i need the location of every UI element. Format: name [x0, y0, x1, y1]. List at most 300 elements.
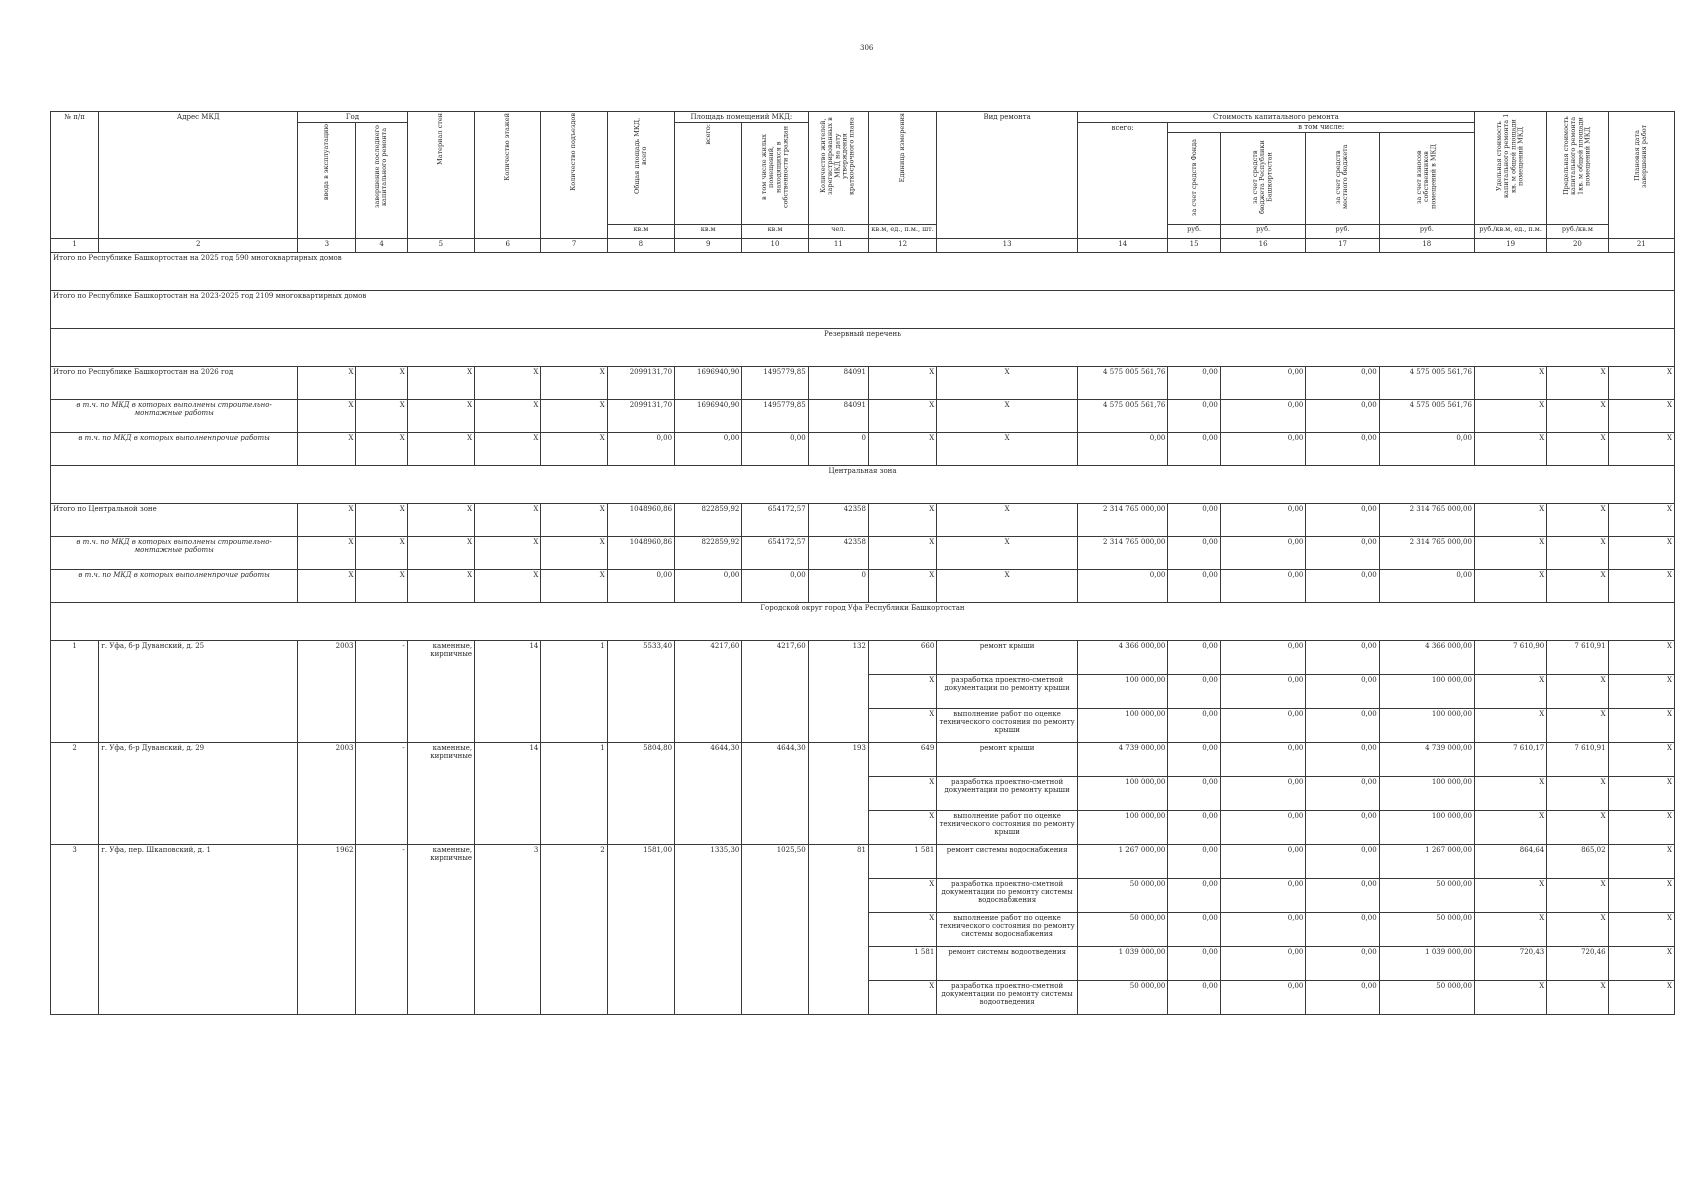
max-cost: X — [1547, 878, 1608, 912]
cost-owners: 50 000,00 — [1436, 913, 1472, 922]
cost-republic: 0,00 — [1220, 537, 1306, 569]
x-mark: X — [1547, 536, 1608, 569]
cost-local: 0,00 — [1306, 641, 1379, 674]
cost-republic: 0,00 — [1220, 504, 1306, 536]
total-area: 5804,80 — [607, 742, 674, 844]
cost-owners: 100 000,00 — [1431, 777, 1472, 786]
building-work-row — [51, 742, 1675, 776]
x-mark: X — [1547, 399, 1608, 432]
x-mark: X — [1547, 503, 1608, 536]
residents: 0 — [808, 569, 868, 602]
x-mark: X — [475, 569, 541, 602]
building-no: 2 — [51, 742, 99, 844]
header-max-cost: Предельная стоимость капитального ремонта 1кв. м общей площади помещений МКД — [1547, 112, 1608, 225]
total-row — [51, 536, 1675, 569]
max-cost: X — [1547, 776, 1608, 810]
repair-type: разработка проектно-сметной документации по ремонту крыши — [937, 674, 1078, 708]
total-row — [51, 366, 1675, 399]
cost-fund: 0,00 — [1168, 981, 1220, 1014]
cost-fund: 0,00 — [1168, 570, 1220, 602]
capital-repair-table — [50, 111, 1675, 1015]
cost-owners: 2 314 765 000,00 — [1409, 537, 1472, 546]
floors: 14 — [475, 742, 541, 844]
area-all: 822859,92 — [675, 503, 742, 536]
cost-breakdown — [1168, 980, 1475, 1014]
header-republic-budget: за счет средств бюджета Республики Башкортостан — [1220, 133, 1306, 223]
x-mark: X — [356, 569, 407, 602]
cost-owners: 0,00 — [1456, 433, 1472, 442]
cost-owners: 4 575 005 561,76 — [1409, 367, 1472, 376]
total-area: 2099131,70 — [607, 399, 674, 432]
year-commission: 2003 — [298, 640, 356, 742]
building-no: 3 — [51, 844, 99, 1014]
x-mark: X — [541, 399, 607, 432]
repair-type: выполнение работ по оценке технического состояния по ремонту крыши — [937, 810, 1078, 844]
work-unit: X — [868, 980, 936, 1014]
cost-republic: 0,00 — [1220, 947, 1306, 980]
table-body — [51, 238, 1675, 1014]
cost-republic: 0,00 — [1220, 570, 1306, 602]
x-mark: X — [868, 569, 936, 602]
cost-local: 0,00 — [1306, 400, 1379, 432]
cost-owners: 0,00 — [1456, 570, 1472, 579]
cost-owners: 4 366 000,00 — [1425, 641, 1472, 650]
x-mark: X — [298, 399, 356, 432]
header-no: № п/п — [51, 112, 99, 239]
cost-fund: 0,00 — [1168, 641, 1220, 674]
total-label: в т.ч. по МКД в которых выполненпрочие работы — [51, 569, 298, 602]
cost-breakdown — [1168, 503, 1475, 536]
cost-owners: 2 314 765 000,00 — [1409, 504, 1472, 513]
repair-type: разработка проектно-сметной документации по ремонту системы водоснабжения — [937, 878, 1078, 912]
total-label: в т.ч. по МКД в которых выполненпрочие работы — [51, 432, 298, 465]
x-mark: X — [937, 569, 1078, 602]
x-mark: X — [298, 503, 356, 536]
header-wall-material: Материал стен — [407, 112, 474, 239]
header-entrances: Количество подъездов — [541, 112, 607, 239]
planned-date: X — [1608, 810, 1674, 844]
max-cost: X — [1547, 674, 1608, 708]
specific-cost: 7 610,90 — [1474, 640, 1546, 674]
cost-total: 4 575 005 561,76 — [1077, 366, 1167, 399]
section-title: Центральная зона — [51, 465, 1675, 503]
area-residential: 1495779,85 — [742, 366, 808, 399]
total-label: Итого по Республике Башкортостан на 2026 год — [51, 366, 298, 399]
header-cost-total: всего: — [1077, 123, 1167, 238]
work-unit: X — [868, 912, 936, 946]
planned-date: X — [1608, 946, 1674, 980]
cost-breakdown — [1168, 708, 1475, 742]
planned-date: X — [1608, 640, 1674, 674]
x-mark: X — [868, 432, 936, 465]
cost-fund: 0,00 — [1168, 913, 1220, 946]
column-number: 2 — [99, 238, 298, 252]
x-mark: X — [541, 432, 607, 465]
cost-total: 4 739 000,00 — [1077, 742, 1167, 776]
x-mark: X — [475, 399, 541, 432]
section-total-2023-2025 — [51, 290, 1675, 328]
x-mark: X — [1474, 366, 1546, 399]
x-mark: X — [407, 399, 474, 432]
section-title: Итого по Республике Башкортостан на 2025 год 590 многоквартирных домов — [51, 252, 1675, 290]
total-area: 1048960,86 — [607, 536, 674, 569]
x-mark: X — [1608, 503, 1674, 536]
cost-local: 0,00 — [1306, 947, 1379, 980]
header-year-commission: ввода в эксплуатацию — [298, 123, 356, 238]
cost-republic: 0,00 — [1220, 981, 1306, 1014]
cost-fund: 0,00 — [1168, 845, 1220, 878]
cost-owners: 1 039 000,00 — [1425, 947, 1472, 956]
cost-local: 0,00 — [1306, 777, 1379, 810]
planned-date: X — [1608, 878, 1674, 912]
section-total-2025 — [51, 252, 1675, 290]
x-mark: X — [1474, 569, 1546, 602]
column-number: 16 — [1220, 239, 1306, 252]
max-cost: 7 610,91 — [1547, 640, 1608, 674]
wall-material: каменные, кирпичные — [407, 844, 474, 1014]
x-mark: X — [1608, 569, 1674, 602]
total-row — [51, 503, 1675, 536]
x-mark: X — [541, 569, 607, 602]
column-numbers-row — [51, 238, 1675, 252]
cost-fund: 0,00 — [1168, 504, 1220, 536]
x-mark: X — [298, 432, 356, 465]
specific-cost: 864,64 — [1474, 844, 1546, 878]
planned-date: X — [1608, 844, 1674, 878]
x-mark: X — [541, 503, 607, 536]
specific-cost: X — [1474, 878, 1546, 912]
cost-local: 0,00 — [1306, 537, 1379, 569]
x-mark: X — [1608, 432, 1674, 465]
x-mark: X — [1547, 569, 1608, 602]
cost-total: 4 575 005 561,76 — [1077, 399, 1167, 432]
cost-local: 0,00 — [1306, 811, 1379, 844]
cost-total: 0,00 — [1077, 432, 1167, 465]
column-number: 5 — [407, 238, 474, 252]
work-unit: 1 581 — [868, 946, 936, 980]
total-row — [51, 569, 1675, 602]
cost-total: 4 366 000,00 — [1077, 640, 1167, 674]
column-number: 3 — [298, 238, 356, 252]
total-label: в т.ч. по МКД в которых выполнены строительно-монтажные работы — [51, 399, 298, 432]
specific-cost: X — [1474, 810, 1546, 844]
area-all: 1335,30 — [675, 844, 742, 1014]
max-cost: X — [1547, 810, 1608, 844]
specific-cost: X — [1474, 708, 1546, 742]
entrances: 1 — [541, 742, 607, 844]
x-mark: X — [475, 503, 541, 536]
area-residential: 0,00 — [742, 569, 808, 602]
x-mark: X — [1608, 366, 1674, 399]
area-residential: 1495779,85 — [742, 399, 808, 432]
area-residential: 4217,60 — [742, 640, 808, 742]
cost-breakdown — [1168, 810, 1475, 844]
max-cost: 720,46 — [1547, 946, 1608, 980]
x-mark: X — [937, 432, 1078, 465]
cost-total: 2 314 765 000,00 — [1077, 536, 1167, 569]
year-last-repair: - — [356, 844, 407, 1014]
planned-date: X — [1608, 776, 1674, 810]
planned-date: X — [1608, 708, 1674, 742]
area-all: 822859,92 — [675, 536, 742, 569]
x-mark: X — [356, 366, 407, 399]
column-number: 8 — [607, 238, 674, 252]
specific-cost: X — [1474, 912, 1546, 946]
residents: 42358 — [808, 503, 868, 536]
section-reserve — [51, 328, 1675, 366]
cost-total: 100 000,00 — [1077, 776, 1167, 810]
cost-total: 100 000,00 — [1077, 810, 1167, 844]
cost-breakdown — [1168, 366, 1475, 399]
building-address: г. Уфа, б-р Дуванский, д. 29 — [99, 742, 298, 844]
x-mark: X — [475, 432, 541, 465]
cost-fund: 0,00 — [1168, 367, 1220, 399]
cost-breakdown — [1168, 674, 1475, 708]
x-mark: X — [1474, 432, 1546, 465]
column-number: 11 — [808, 238, 868, 252]
residents: 81 — [808, 844, 868, 1014]
cost-total: 1 039 000,00 — [1077, 946, 1167, 980]
residents: 0 — [808, 432, 868, 465]
entrances: 2 — [541, 844, 607, 1014]
cost-breakdown — [1168, 742, 1475, 776]
planned-date: X — [1608, 742, 1674, 776]
cost-total: 100 000,00 — [1077, 674, 1167, 708]
x-mark: X — [1474, 536, 1546, 569]
cost-republic: 0,00 — [1220, 675, 1306, 708]
cost-republic: 0,00 — [1220, 400, 1306, 432]
cost-total: 100 000,00 — [1077, 708, 1167, 742]
wall-material: каменные, кирпичные — [407, 640, 474, 742]
column-number: 9 — [675, 238, 742, 252]
cost-local: 0,00 — [1306, 845, 1379, 878]
entrances: 1 — [541, 640, 607, 742]
total-area: 2099131,70 — [607, 366, 674, 399]
total-area: 0,00 — [607, 569, 674, 602]
total-area: 1581,00 — [607, 844, 674, 1014]
work-unit: X — [868, 674, 936, 708]
column-number: 14 — [1077, 238, 1167, 252]
repair-type: разработка проектно-сметной документации по ремонту крыши — [937, 776, 1078, 810]
cost-republic: 0,00 — [1220, 743, 1306, 776]
column-number: 20 — [1547, 238, 1608, 252]
cost-owners: 100 000,00 — [1431, 709, 1472, 718]
repair-type: ремонт системы водоотведения — [937, 946, 1078, 980]
section-title: Итого по Республике Башкортостан на 2023-2025 год 2109 многоквартирных домов — [51, 290, 1675, 328]
header-total-area: Общая площадь МКД, всего — [607, 112, 674, 225]
area-residential: 1025,50 — [742, 844, 808, 1014]
area-all: 0,00 — [675, 569, 742, 602]
column-number: 7 — [541, 238, 607, 252]
building-work-row — [51, 844, 1675, 878]
specific-cost: 720,43 — [1474, 946, 1546, 980]
column-number: 12 — [868, 238, 936, 252]
cost-republic: 0,00 — [1220, 367, 1306, 399]
area-all: 4217,60 — [675, 640, 742, 742]
header-premises-area-group: Площадь помещений МКД: — [675, 112, 809, 123]
x-mark: X — [407, 536, 474, 569]
cost-fund: 0,00 — [1168, 743, 1220, 776]
x-mark: X — [407, 503, 474, 536]
specific-cost: X — [1474, 980, 1546, 1014]
cost-local: 0,00 — [1306, 709, 1379, 742]
cost-republic: 0,00 — [1220, 709, 1306, 742]
cost-fund: 0,00 — [1168, 811, 1220, 844]
x-mark: X — [356, 432, 407, 465]
cost-local: 0,00 — [1306, 433, 1379, 465]
cost-fund: 0,00 — [1168, 777, 1220, 810]
x-mark: X — [937, 503, 1078, 536]
cost-local: 0,00 — [1306, 367, 1379, 399]
table-header — [51, 112, 1675, 239]
cost-total: 2 314 765 000,00 — [1077, 503, 1167, 536]
x-mark: X — [298, 569, 356, 602]
area-all: 0,00 — [675, 432, 742, 465]
x-mark: X — [1547, 432, 1608, 465]
x-mark: X — [868, 399, 936, 432]
cost-local: 0,00 — [1306, 981, 1379, 1014]
total-area: 1048960,86 — [607, 503, 674, 536]
page-number: 306 — [860, 44, 874, 52]
cost-fund: 0,00 — [1168, 433, 1220, 465]
planned-date: X — [1608, 674, 1674, 708]
year-last-repair: - — [356, 640, 407, 742]
x-mark: X — [1608, 536, 1674, 569]
x-mark: X — [475, 536, 541, 569]
total-area: 0,00 — [607, 432, 674, 465]
cost-breakdown — [1168, 432, 1475, 465]
cost-breakdown — [1168, 844, 1475, 878]
cost-breakdown — [1168, 912, 1475, 946]
year-commission: 2003 — [298, 742, 356, 844]
work-unit: 649 — [868, 742, 936, 776]
cost-owners: 4 739 000,00 — [1425, 743, 1472, 752]
planned-date: X — [1608, 912, 1674, 946]
header-owners: за счет взносов собственников помещений в МКД — [1415, 144, 1438, 210]
section-central-zone — [51, 465, 1675, 503]
x-mark: X — [1474, 503, 1546, 536]
column-number: 15 — [1168, 239, 1220, 252]
cost-fund: 0,00 — [1168, 537, 1220, 569]
cost-local: 0,00 — [1306, 913, 1379, 946]
cost-fund: 0,00 — [1168, 709, 1220, 742]
total-row — [51, 399, 1675, 432]
total-area: 5533,40 — [607, 640, 674, 742]
cost-breakdown — [1168, 640, 1475, 674]
cost-owners: 50 000,00 — [1436, 981, 1472, 990]
header-including-group: в том числе: за счет средств Фонда за счет средств бюджета Республики Башкортостан за счет средств местного бюджета за счет взносов собственников помещений в МКД — [1168, 123, 1475, 224]
cost-fund: 0,00 — [1168, 400, 1220, 432]
cost-local: 0,00 — [1306, 504, 1379, 536]
cost-owners: 100 000,00 — [1431, 811, 1472, 820]
cost-total: 50 000,00 — [1077, 980, 1167, 1014]
cost-republic: 0,00 — [1220, 641, 1306, 674]
cost-owners: 1 267 000,00 — [1425, 845, 1472, 854]
work-unit: X — [868, 776, 936, 810]
x-mark: X — [937, 536, 1078, 569]
area-residential: 654172,57 — [742, 503, 808, 536]
area-all: 1696940,90 — [675, 399, 742, 432]
header-residents: Количество жителей, зарегистрированных в МКД на дату утверждения краткосрочного плана — [808, 112, 868, 225]
x-mark: X — [541, 536, 607, 569]
header-area-residential: в том числе жилых помещений, находящихся в собственности граждан — [742, 123, 808, 224]
cost-fund: 0,00 — [1168, 947, 1220, 980]
cost-breakdown — [1168, 536, 1475, 569]
building-address: г. Уфа, пер. Шкаповский, д. 1 — [99, 844, 298, 1014]
cost-republic: 0,00 — [1220, 879, 1306, 912]
cost-total: 50 000,00 — [1077, 878, 1167, 912]
header-fund: за счет средств Фонда — [1168, 133, 1220, 223]
total-label: в т.ч. по МКД в которых выполнены строительно-монтажные работы — [51, 536, 298, 569]
cost-breakdown — [1168, 776, 1475, 810]
section-title: Резервный перечень — [51, 328, 1675, 366]
repair-type: ремонт системы водоснабжения — [937, 844, 1078, 878]
cost-local: 0,00 — [1306, 675, 1379, 708]
x-mark: X — [1474, 399, 1546, 432]
wall-material: каменные, кирпичные — [407, 742, 474, 844]
residents: 84091 — [808, 399, 868, 432]
x-mark: X — [298, 366, 356, 399]
cost-republic: 0,00 — [1220, 845, 1306, 878]
cost-total: 1 267 000,00 — [1077, 844, 1167, 878]
x-mark: X — [407, 432, 474, 465]
floors: 3 — [475, 844, 541, 1014]
max-cost: X — [1547, 980, 1608, 1014]
total-row — [51, 432, 1675, 465]
cost-breakdown — [1168, 399, 1475, 432]
total-label: Итого по Центральной зоне — [51, 503, 298, 536]
work-unit: X — [868, 878, 936, 912]
planned-date: X — [1608, 980, 1674, 1014]
residents: 132 — [808, 640, 868, 742]
x-mark: X — [298, 536, 356, 569]
area-all: 4644,30 — [675, 742, 742, 844]
area-residential: 654172,57 — [742, 536, 808, 569]
year-commission: 1962 — [298, 844, 356, 1014]
x-mark: X — [937, 399, 1078, 432]
cost-local: 0,00 — [1306, 879, 1379, 912]
residents: 193 — [808, 742, 868, 844]
area-all: 1696940,90 — [675, 366, 742, 399]
cost-total: 0,00 — [1077, 569, 1167, 602]
x-mark: X — [475, 366, 541, 399]
cost-owners: 4 575 005 561,76 — [1409, 400, 1472, 409]
cost-republic: 0,00 — [1220, 913, 1306, 946]
area-residential: 4644,30 — [742, 742, 808, 844]
column-number: 21 — [1608, 238, 1674, 252]
x-mark: X — [868, 366, 936, 399]
repair-type: выполнение работ по оценке технического состояния по ремонту системы водоснабжения — [937, 912, 1078, 946]
building-address: г. Уфа, б-р Дуванский, д. 25 — [99, 640, 298, 742]
column-number: 1 — [51, 238, 99, 252]
repair-type: разработка проектно-сметной документации по ремонту системы водоотведения — [937, 980, 1078, 1014]
repair-type: ремонт крыши — [937, 640, 1078, 674]
cost-fund: 0,00 — [1168, 675, 1220, 708]
area-residential: 0,00 — [742, 432, 808, 465]
column-number: 4 — [356, 238, 407, 252]
building-work-row — [51, 640, 1675, 674]
section-title: Городской округ город Уфа Республики Башкортостан — [51, 602, 1675, 640]
header-planned-date: Плановая дата завершения работ — [1608, 112, 1674, 239]
specific-cost: X — [1474, 674, 1546, 708]
cost-local: 0,00 — [1306, 743, 1379, 776]
repair-type: ремонт крыши — [937, 742, 1078, 776]
cost-local: 0,00 — [1306, 570, 1379, 602]
header-repair-type: Вид ремонта — [937, 112, 1078, 239]
cost-owners: 50 000,00 — [1436, 879, 1472, 888]
header-area-all: всего: — [675, 123, 742, 224]
max-cost: X — [1547, 708, 1608, 742]
